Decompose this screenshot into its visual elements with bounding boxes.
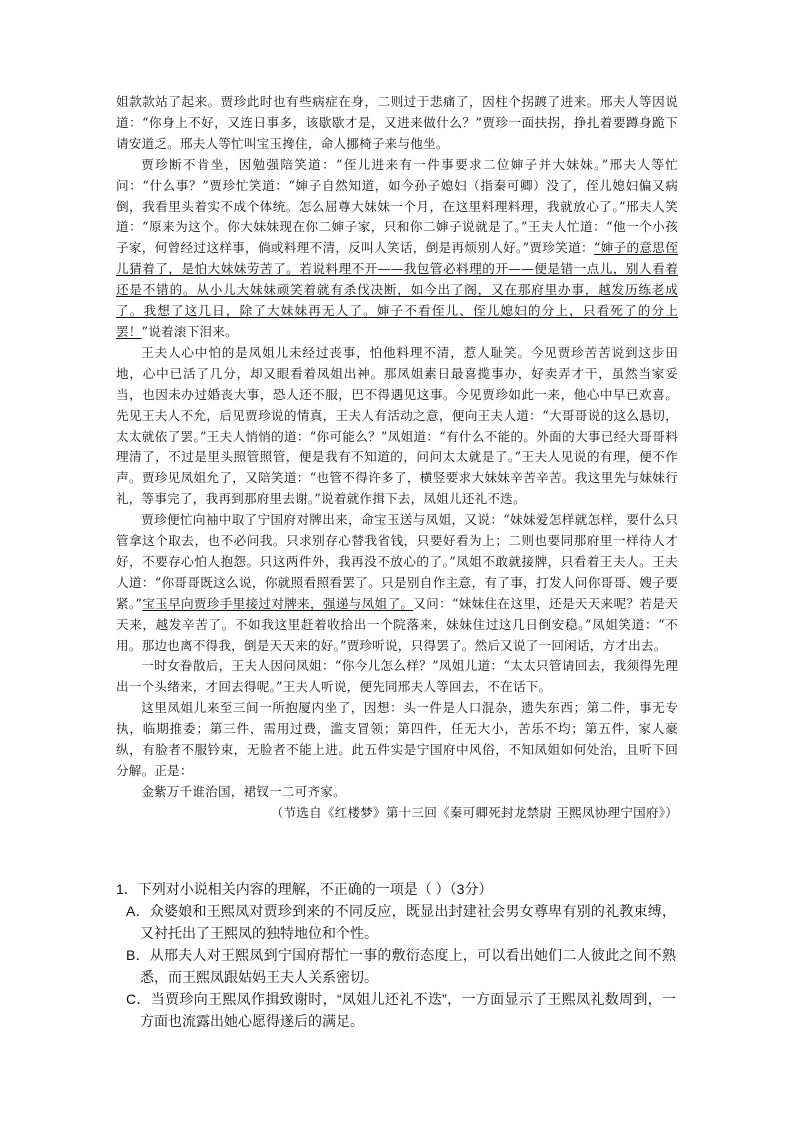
passage-paragraph-1: 姐款款站了起来。贾珍此时也有些病症在身，二则过于悲痛了，因柱个拐踱了进来。邢夫人等因说道：“你身上不好，又连日事多，该歇歇才是，又进来做什么？”贾珍一面扶拐，挣扎着要蹲身跪下请安道乏。邢夫人等忙叫宝玉搀住，命人挪椅子来与他坐。 [116,94,678,151]
passage-paragraph-3: 王夫人心中怕的是凤姐儿未经过丧事，怕他料理不清，惹人耻笑。今见贾珍苦苦说到这步田地，心中已活了几分，却又眼看着凤姐出神。那凤姐素日最喜揽事办，好卖弄才干，虽然当家妥当，也因未办过婚丧大事，恐人还不服，巴不得遇见这事。今见贾珍如此一来，他心中早已欢喜。先见王夫人不允，后见贾珍说的情真，王夫人有活动之意，便向王夫人道：“大哥哥说的这么恳切，太太就依了罢。”王夫人悄悄的道：“你可能么？”凤姐道：“有什么不能的。外面的大事已经大哥哥料理清了，不过是里头照管照管，便是我有不知道的，问问太太就是了。”王夫人见说的有理，便不作声。贾珍见凤姐允了，又陪笑道：“也管不得许多了，横竖要求大妹妹辛苦辛苦。我这里先与妹妹行礼，等事完了，我再到那府里去谢。”说着就作揖下去，凤姐儿还礼不迭。 [116,344,678,507]
underlined-sentence: 宝玉早向贾珍手里接过对牌来，强递与凤姐了。 [142,595,414,611]
passage-text: 贾珍断不肯坐，因勉强陪笑道：“侄儿进来有一件事要求二位婶子并大妹妹。”邢夫人等忙问：“什么事？”贾珍忙笑道：“婶子自然知道，如今孙子媳妇（指秦可卿）没了，侄儿媳妇偏又病倒，我看里头着实不成个体统。怎么屈尊大妹妹一个月，在这里料理料理，我就放心了。”邢夫人笑道：“原来为这个。你大妹妹现在你二婶子家，只和你二婶子说就是了。”王夫人忙道：“他一个小孩子家，何曾经过这样事，倘或料理不清，反叫人笑话，倒是再烦别人好。”贾珍笑道： [116,156,678,256]
passage-paragraph-6: 这里凤姐儿来至三间一所抱厦内坐了，因想：头一件是人口混杂，遗失东西；第二件，事无专执，临期推委；第三件，需用过费，滥支冒领；第四件，任无大小，苦乐不均；第五件，家人豪纵，有脸者不服钤束，无脸者不能上进。此五件实是宁国府中风俗，不知凤姐如何处治，且听下回分解。正是： [116,700,678,778]
passage-paragraph-4 [116,510,678,656]
passage-text: 又问：“妹妹住在这里，还是天天来呢？若是天天来，越发辛苦了。不如我这里赶着收拾出一个院落来，妹妹住过这几日倒安稳。”凤姐笑道：“不用。那边也离不得我，倒是天天来的好。”贾珍听说，只得罢了。然后又说了一回闲话，方才出去。 [116,595,678,653]
question-block [116,878,676,1032]
passage-paragraph-2 [116,155,678,343]
passage-poem: 金紫万千谁治国，裙钗一二可齐家。 [141,783,346,799]
option-c: C．当贾珍向王熙凤作揖致谢时，“凤姐儿还礼不迭”，一方面显示了王熙凤礼数周到，一方面也流露出她心愿得遂后的满足。 [126,991,676,1029]
passage-paragraph-5: 一时女眷散后，王夫人因问凤姐：“你今儿怎么样？”凤姐儿道：“太太只管请回去，我须得先理出一个头绪来，才回去得呢。”王夫人听说，便先同邢夫人等回去，不在话下。 [116,658,678,695]
option-a: A．众婆娘和王熙凤对贾珍到来的不同反应，既显出封建社会男女尊卑有别的礼教束缚，又衬托出了王熙凤的独特地位和个性。 [126,903,676,941]
passage-text: 贾珍便忙向袖中取了宁国府对牌出来，命宝玉送与凤姐，又说：“妹妹爱怎样就怎样，要什么只管拿这个取去，也不必问我。只求别存心替我省钱，只要好看为上；二则也要同那府里一样待人才好，不要存心怕人抱怨。只这两件外，我再没不放心的了。”凤姐不敢就接牌，只看着王夫人。王夫人道：“你哥哥既这么说，你就照看照看罢了。只是别自作主意，有了事，打发人问你哥哥、嫂子要紧。” [116,512,678,611]
source-citation: （节选自《红楼梦》第十三回《秦可卿死封龙禁尉 王熙凤协理宁国府》） [270,804,678,820]
passage-text: ”说着滚下泪来。 [141,323,238,339]
option-b: B．从邢夫人对王熙凤到宁国府帮忙一事的敷衍态度上，可以看出她们二人彼此之间不熟悉，而王熙凤跟姑妈王夫人关系密切。 [126,947,676,985]
question-stem: 1．下列对小说相关内容的理解，不正确的一项是（ ）（3分） [116,881,493,897]
underlined-sentence: “婶子的意思侄儿猜着了，是怕大妹妹劳苦了。若说料理不开——我包管必料理的开——便是错一点儿，别人看着还是不错的。从小儿大妹妹顽笑着就有杀伐决断，如今出了阁，又在那府里办事，越发历练老成了。我想了这几日，除了大妹妹再无人了。婶子不看侄儿、侄儿媳妇的分上，只看死了的分上罢！ [116,240,678,339]
reading-passage [116,92,678,824]
